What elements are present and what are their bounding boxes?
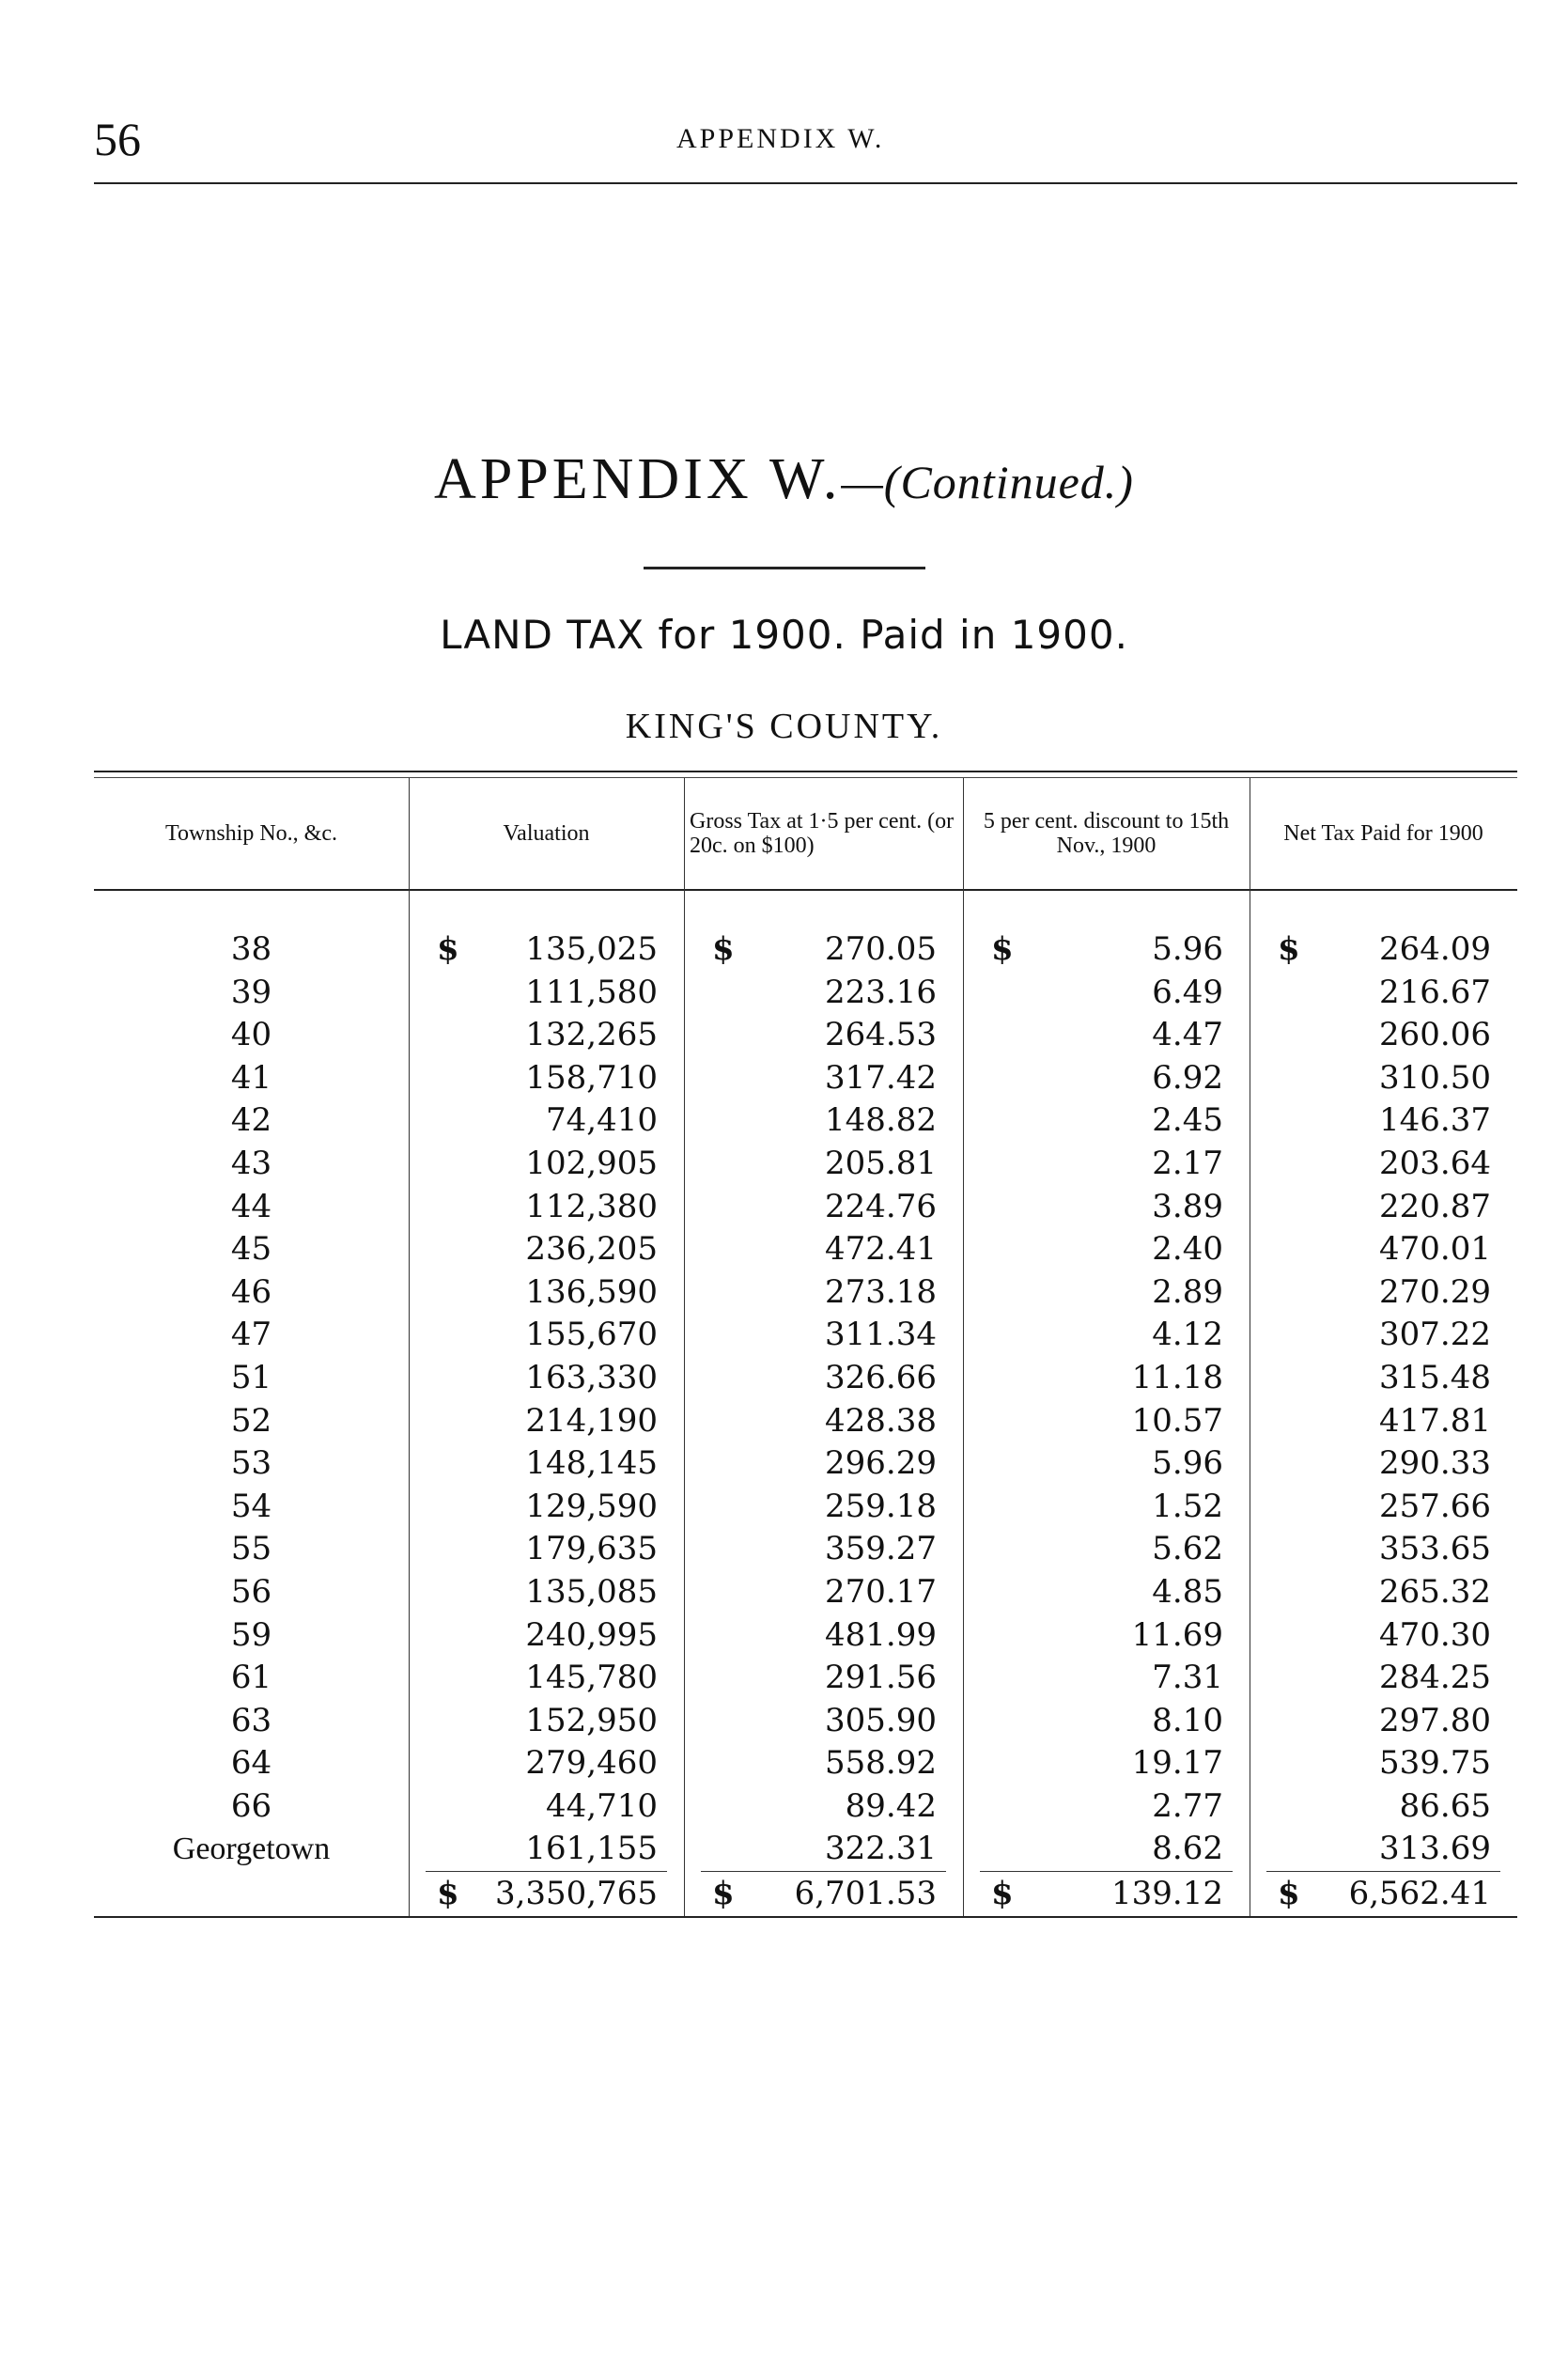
- valuation-cell: 74,410: [546, 1101, 658, 1140]
- township-cell: 43: [230, 1144, 272, 1182]
- township-cell: 55: [230, 1530, 272, 1568]
- township-cell: 47: [230, 1316, 272, 1354]
- total-net-cell: 6,562.41: [1348, 1875, 1491, 1913]
- net-cell: 260.06: [1379, 1016, 1491, 1054]
- township-cell: 45: [230, 1230, 272, 1269]
- valuation-cell: 179,635: [525, 1530, 658, 1568]
- township-cell: 61: [230, 1659, 272, 1697]
- net-tax-header: Net Tax Paid for 1900: [1283, 821, 1483, 846]
- discount-cell: 11.18: [1131, 1358, 1223, 1396]
- totals-row: [94, 1871, 1517, 1916]
- net-cell: 264.09: [1379, 930, 1491, 968]
- gross-cell: 259.18: [825, 1487, 937, 1525]
- valuation-cell: 102,905: [525, 1144, 658, 1182]
- column-divider: [684, 778, 685, 1916]
- township-cell: 53: [230, 1444, 272, 1483]
- net-cell: 417.81: [1379, 1401, 1491, 1440]
- gross-cell: 472.41: [825, 1230, 937, 1269]
- net-cell: 257.66: [1379, 1487, 1491, 1525]
- total-valuation-cell: 3,350,765: [494, 1875, 658, 1913]
- gross-cell: 270.17: [825, 1572, 937, 1611]
- table-row: [94, 1442, 1517, 1486]
- table-row: [94, 1271, 1517, 1315]
- township-header: Township No., &c.: [165, 821, 337, 846]
- net-cell: 297.80: [1379, 1701, 1491, 1739]
- township-cell: 41: [230, 1058, 272, 1097]
- gross-cell: 223.16: [825, 973, 937, 1011]
- valuation-cell: 155,670: [525, 1316, 658, 1354]
- discount-cell: 8.62: [1152, 1830, 1223, 1868]
- township-cell: 52: [230, 1401, 272, 1440]
- valuation-cell: 236,205: [525, 1230, 658, 1269]
- net-cell: 310.50: [1379, 1058, 1491, 1097]
- appendix-label: APPENDIX W.: [434, 447, 842, 511]
- discount-cell: 1.52: [1152, 1487, 1223, 1525]
- dollar-sign: $: [712, 930, 735, 968]
- table-row: [94, 1057, 1517, 1100]
- discount-cell: 5.96: [1152, 1444, 1223, 1483]
- valuation-cell: 135,085: [525, 1572, 658, 1611]
- net-cell: 290.33: [1379, 1444, 1491, 1483]
- discount-cell: 3.89: [1152, 1187, 1223, 1225]
- valuation-cell: 136,590: [525, 1272, 658, 1311]
- township-cell: 59: [230, 1615, 272, 1654]
- table-row: [94, 1614, 1517, 1658]
- valuation-cell: 148,145: [525, 1444, 658, 1483]
- dollar-sign: $: [991, 930, 1014, 968]
- township-cell: 66: [230, 1786, 272, 1825]
- gross-cell: 326.66: [825, 1358, 937, 1396]
- county-title: KING'S COUNTY.: [625, 707, 943, 746]
- net-cell: 539.75: [1379, 1744, 1491, 1783]
- valuation-cell: 161,155: [525, 1830, 658, 1868]
- table-row: [94, 1357, 1517, 1400]
- table-header-row: [94, 778, 1517, 891]
- net-cell: 353.65: [1379, 1530, 1491, 1568]
- discount-cell: 2.77: [1152, 1786, 1223, 1825]
- valuation-header: Valuation: [503, 821, 590, 846]
- table-row: [94, 1186, 1517, 1229]
- township-cell: 56: [230, 1572, 272, 1611]
- gross-tax-header: Gross Tax at 1·5 per cent. (or 20c. on $100): [690, 809, 955, 858]
- table-row: [94, 1657, 1517, 1700]
- table-row: [94, 1571, 1517, 1614]
- discount-cell: 2.40: [1152, 1230, 1223, 1269]
- township-cell: Georgetown: [172, 1831, 331, 1867]
- township-cell: 38: [230, 930, 272, 968]
- valuation-cell: 158,710: [525, 1058, 658, 1097]
- valuation-cell: 163,330: [525, 1358, 658, 1396]
- table-row: [94, 1742, 1517, 1785]
- discount-cell: 19.17: [1131, 1744, 1223, 1783]
- discount-cell: 4.47: [1152, 1016, 1223, 1054]
- discount-cell: 11.69: [1131, 1615, 1223, 1654]
- township-cell: 54: [230, 1487, 272, 1525]
- table-bottom-rule: [94, 1916, 1517, 1918]
- dollar-sign: $: [712, 1875, 735, 1913]
- table-total-row: [94, 1871, 1517, 1916]
- township-cell: 39: [230, 973, 272, 1011]
- gross-cell: 224.76: [825, 1187, 937, 1225]
- gross-cell: 359.27: [825, 1530, 937, 1568]
- table-row: [94, 1486, 1517, 1529]
- gross-cell: 481.99: [825, 1615, 937, 1654]
- discount-header: 5 per cent. discount to 15th Nov., 1900: [983, 809, 1230, 858]
- township-cell: 42: [230, 1101, 272, 1140]
- discount-cell: 2.89: [1152, 1272, 1223, 1311]
- discount-cell: 8.10: [1152, 1701, 1223, 1739]
- title-block: [0, 442, 1568, 750]
- township-cell: 64: [230, 1744, 272, 1783]
- continued-label: —(Continued.): [841, 456, 1134, 508]
- township-cell: 40: [230, 1016, 272, 1054]
- total-discount-cell: 139.12: [1111, 1875, 1223, 1913]
- township-cell: 63: [230, 1701, 272, 1739]
- township-cell: 44: [230, 1187, 272, 1225]
- net-cell: 313.69: [1379, 1830, 1491, 1868]
- net-cell: 270.29: [1379, 1272, 1491, 1311]
- valuation-cell: 135,025: [525, 930, 658, 968]
- discount-cell: 10.57: [1131, 1401, 1223, 1440]
- appendix-title: [0, 442, 1568, 520]
- net-cell: 307.22: [1379, 1316, 1491, 1354]
- page-number: 56: [94, 113, 141, 165]
- discount-cell: 6.92: [1152, 1058, 1223, 1097]
- land-tax-title: LAND TAX for 1900. Paid in 1900.: [440, 612, 1128, 658]
- discount-cell: 5.62: [1152, 1530, 1223, 1568]
- running-header: [94, 111, 1513, 167]
- table-row: [94, 972, 1517, 1015]
- net-cell: 220.87: [1379, 1187, 1491, 1225]
- gross-cell: 317.42: [825, 1058, 937, 1097]
- table-row: [94, 928, 1517, 972]
- table-row: [94, 1314, 1517, 1357]
- valuation-cell: 214,190: [525, 1401, 658, 1440]
- net-cell: 315.48: [1379, 1358, 1491, 1396]
- net-cell: 470.01: [1379, 1230, 1491, 1269]
- title-rule: [644, 567, 925, 569]
- gross-cell: 311.34: [825, 1316, 937, 1354]
- discount-cell: 2.17: [1152, 1144, 1223, 1182]
- gross-cell: 428.38: [825, 1401, 937, 1440]
- net-cell: 216.67: [1379, 973, 1491, 1011]
- gross-cell: 89.42: [845, 1786, 937, 1825]
- gross-cell: 264.53: [825, 1016, 937, 1054]
- table-body: [94, 891, 1517, 1871]
- gross-cell: 148.82: [825, 1101, 937, 1140]
- land-tax-table: [94, 771, 1517, 1918]
- discount-cell: 4.12: [1152, 1316, 1223, 1354]
- net-cell: 146.37: [1379, 1101, 1491, 1140]
- table-row: [94, 1014, 1517, 1057]
- table-top-rule: [94, 771, 1517, 772]
- net-cell: 470.30: [1379, 1615, 1491, 1654]
- header-rule: [94, 182, 1517, 184]
- table-row: [94, 1785, 1517, 1829]
- gross-cell: 322.31: [825, 1830, 937, 1868]
- column-divider: [963, 778, 964, 1916]
- township-cell: 46: [230, 1272, 272, 1311]
- gross-cell: 291.56: [825, 1659, 937, 1697]
- valuation-cell: 132,265: [525, 1016, 658, 1054]
- net-cell: 284.25: [1379, 1659, 1491, 1697]
- net-cell: 86.65: [1399, 1786, 1491, 1825]
- table-row: [94, 1099, 1517, 1143]
- discount-cell: 7.31: [1152, 1659, 1223, 1697]
- township-cell: 51: [230, 1358, 272, 1396]
- table-row: [94, 1228, 1517, 1271]
- table-row: [94, 1400, 1517, 1443]
- valuation-cell: 240,995: [525, 1615, 658, 1654]
- discount-cell: 5.96: [1152, 930, 1223, 968]
- discount-cell: 6.49: [1152, 973, 1223, 1011]
- dollar-sign: $: [991, 1875, 1014, 1913]
- discount-cell: 4.85: [1152, 1572, 1223, 1611]
- valuation-cell: 145,780: [525, 1659, 658, 1697]
- valuation-cell: 152,950: [525, 1701, 658, 1739]
- column-divider: [409, 778, 410, 1916]
- valuation-cell: 111,580: [525, 973, 658, 1011]
- valuation-cell: 129,590: [525, 1487, 658, 1525]
- dollar-sign: $: [1278, 930, 1300, 968]
- gross-cell: 296.29: [825, 1444, 937, 1483]
- net-cell: 265.32: [1379, 1572, 1491, 1611]
- dollar-sign: $: [437, 1875, 459, 1913]
- gross-cell: 205.81: [825, 1144, 937, 1182]
- dollar-sign: $: [437, 930, 459, 968]
- table-row: [94, 1700, 1517, 1743]
- valuation-cell: 112,380: [525, 1187, 658, 1225]
- valuation-cell: 44,710: [546, 1786, 658, 1825]
- gross-cell: 273.18: [825, 1272, 937, 1311]
- gross-cell: 305.90: [825, 1701, 937, 1739]
- gross-cell: 558.92: [825, 1744, 937, 1783]
- table-row: [94, 1828, 1517, 1871]
- valuation-cell: 279,460: [525, 1744, 658, 1783]
- dollar-sign: $: [1278, 1875, 1300, 1913]
- net-cell: 203.64: [1379, 1144, 1491, 1182]
- table-row: [94, 1143, 1517, 1186]
- running-title: APPENDIX W.: [676, 123, 885, 154]
- discount-cell: 2.45: [1152, 1101, 1223, 1140]
- gross-cell: 270.05: [825, 930, 937, 968]
- total-gross-cell: 6,701.53: [794, 1875, 937, 1913]
- table-row: [94, 1528, 1517, 1571]
